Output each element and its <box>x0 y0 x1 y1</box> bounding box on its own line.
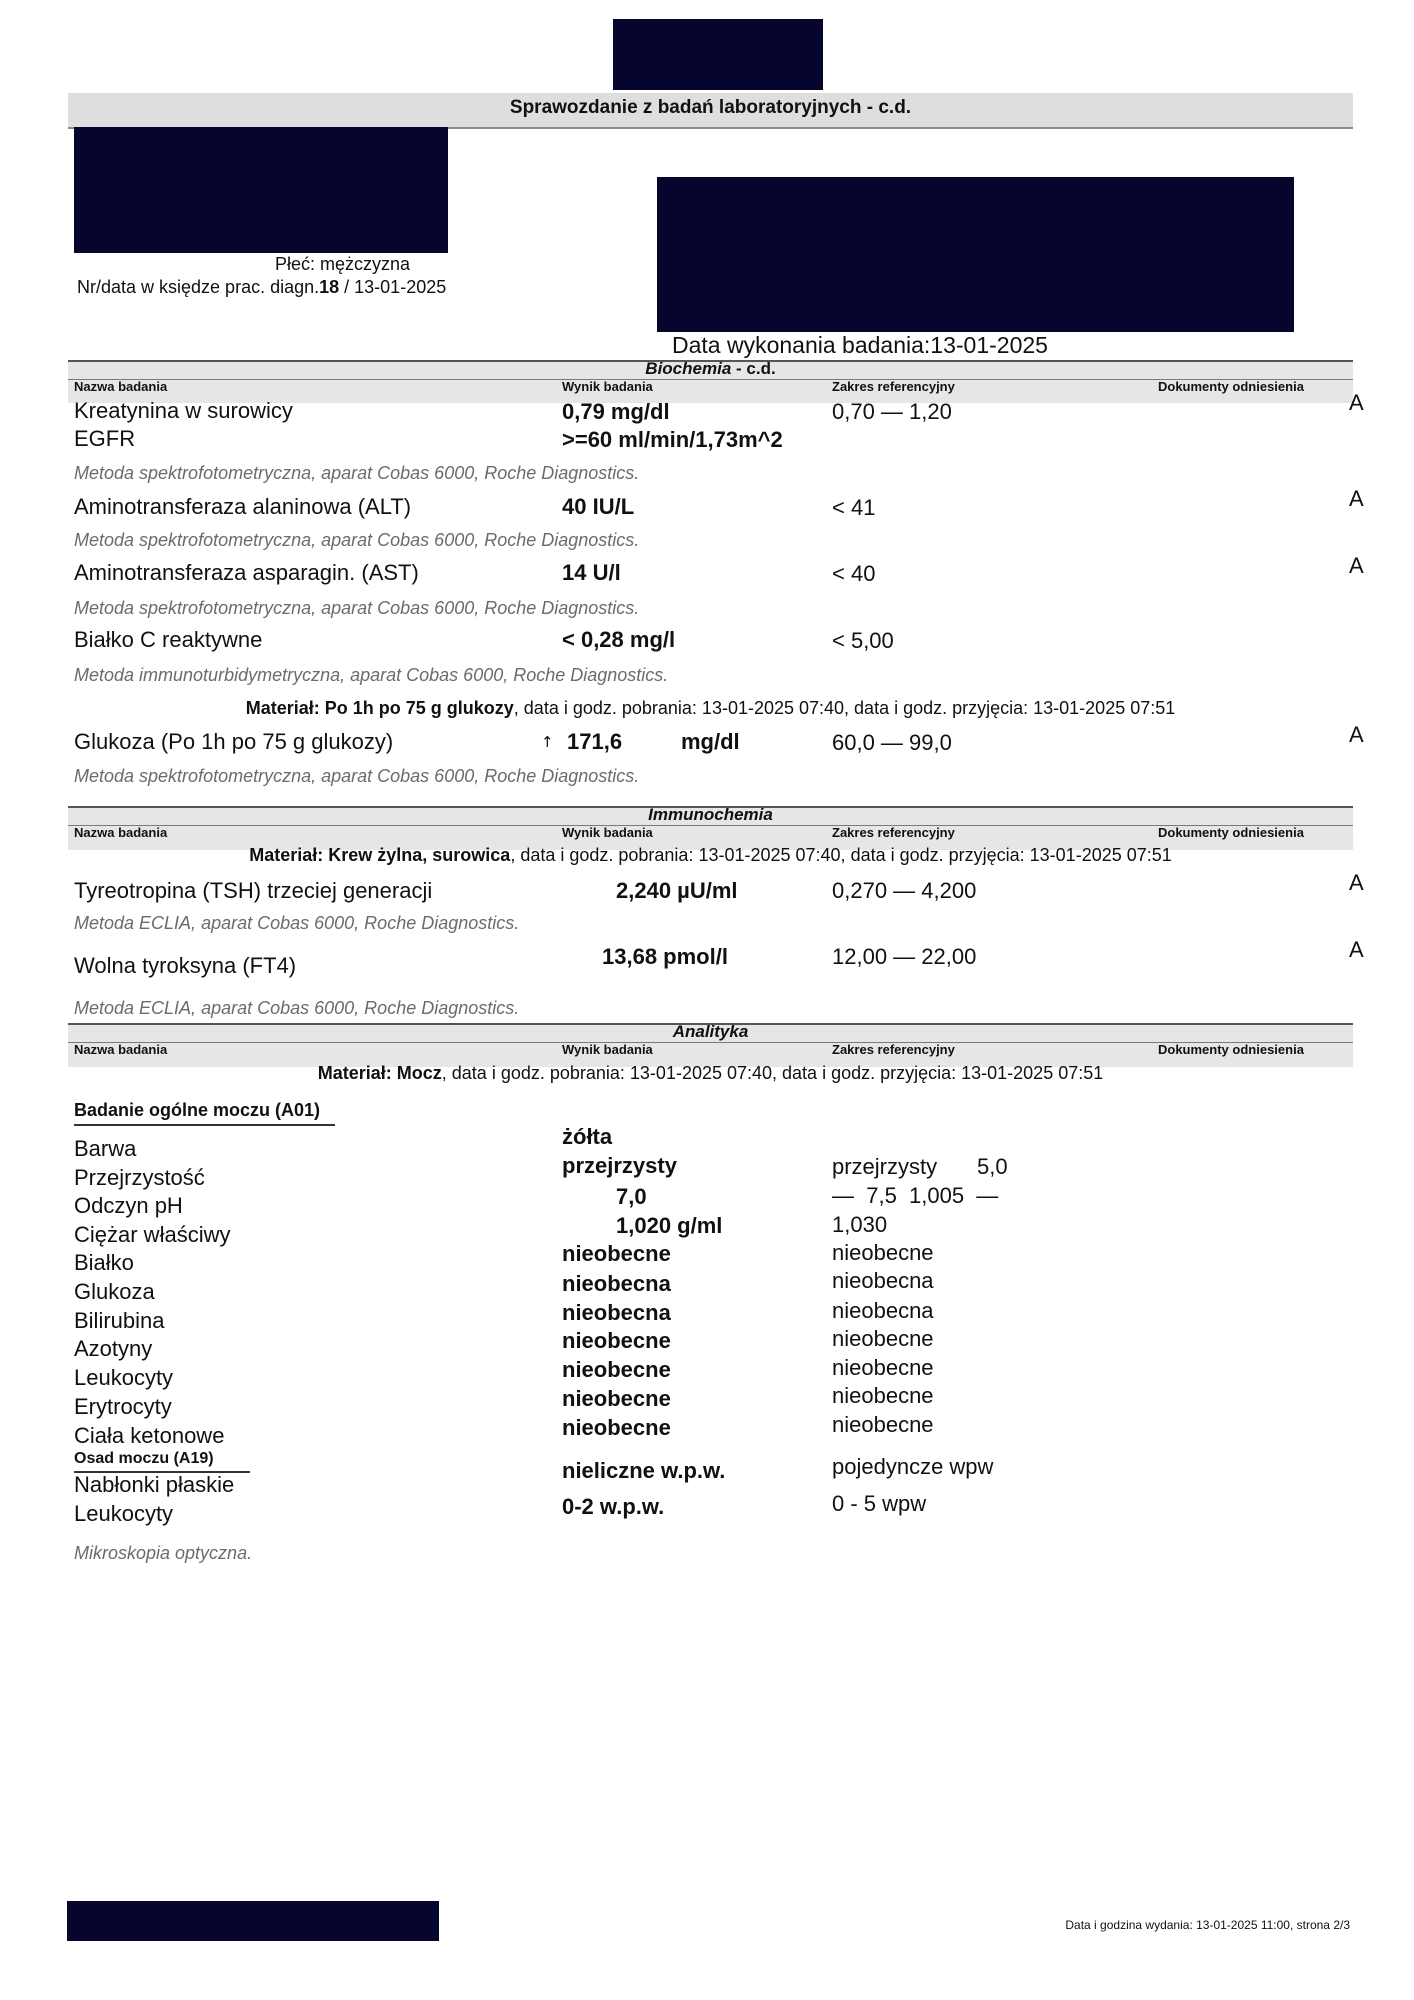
test-name: Glukoza <box>74 1279 155 1304</box>
material-details: , data i godz. pobrania: 13-01-2025 07:40, data i godz. przyjęcia: 13-01-2025 07:51 <box>513 698 1176 718</box>
test-method: Metoda ECLIA, aparat Cobas 6000, Roche Diagnostics. <box>74 998 520 1018</box>
column-header-result: Wynik badania <box>562 825 653 840</box>
test-result: < 0,28 mg/l <box>562 627 676 652</box>
test-name: Białko <box>74 1250 134 1275</box>
material-info <box>68 1063 1353 1085</box>
test-result: nieobecne <box>562 1241 671 1266</box>
test-name: Tyreotropina (TSH) trzeciej generacji <box>74 878 433 903</box>
test-name: Ciała ketonowe <box>74 1423 225 1448</box>
material-details: , data i godz. pobrania: 13-01-2025 07:40, data i godz. przyjęcia: 13-01-2025 07:51 <box>441 1063 1104 1083</box>
test-name: Bilirubina <box>74 1308 165 1333</box>
test-name: Wolna tyroksyna (FT4) <box>74 953 297 978</box>
test-result: żółta <box>562 1124 613 1149</box>
test-name: Ciężar właściwy <box>74 1222 231 1247</box>
test-name: EGFR <box>74 426 136 451</box>
test-name: Białko C reaktywne <box>74 627 263 652</box>
test-name: Odczyn pH <box>74 1193 183 1218</box>
panel-title-underline <box>74 1124 335 1126</box>
material-details: , data i godz. pobrania: 13-01-2025 07:40, data i godz. przyjęcia: 13-01-2025 07:51 <box>510 845 1172 865</box>
test-name: Leukocyty <box>74 1365 174 1390</box>
test-name: Nabłonki płaskie <box>74 1472 235 1497</box>
test-result: 13,68 pmol/l <box>602 944 728 969</box>
test-method: Metoda spektrofotometryczna, aparat Cobas 6000, Roche Diagnostics. <box>74 463 640 483</box>
section-title-main: Analityka <box>672 1022 749 1041</box>
column-header-result: Wynik badania <box>562 1042 653 1057</box>
reference-range: nieobecne <box>832 1412 934 1437</box>
reference-range: 12,00 — 22,00 <box>832 944 977 969</box>
panel-title-sediment: Osad moczu (A19) <box>74 1450 214 1467</box>
issue-date-page-number: Data i godzina wydania: 13-01-2025 11:00, strona 2/3 <box>1065 1918 1350 1932</box>
reference-range: 60,0 — 99,0 <box>832 730 952 755</box>
section-title-biochemia <box>68 359 1353 379</box>
test-result: nieobecne <box>562 1415 671 1440</box>
column-header-name: Nazwa badania <box>74 379 168 394</box>
lab-book-date: / 13-01-2025 <box>339 277 447 297</box>
test-method: Metoda spektrofotometryczna, aparat Cobas 6000, Roche Diagnostics. <box>74 530 640 550</box>
test-result: nieobecne <box>562 1328 671 1353</box>
section-title-immunochemia <box>68 805 1353 825</box>
reference-range: — 7,5 1,005 — <box>832 1183 999 1208</box>
section-title-main: Biochemia <box>645 359 732 378</box>
report-title: Sprawozdanie z badań laboratoryjnych - c.d. <box>509 97 912 118</box>
reference-document: A <box>1349 486 1364 511</box>
reference-range: < 5,00 <box>832 628 894 653</box>
column-header-reference: Zakres referencyjny <box>832 825 955 840</box>
redacted-patient-block <box>74 127 448 253</box>
test-result: nieobecna <box>562 1271 671 1296</box>
section-title-analityka <box>68 1022 1353 1042</box>
reference-document: A <box>1349 722 1364 747</box>
high-flag-arrow-icon: ↑ <box>541 733 554 751</box>
column-header-documents: Dokumenty odniesienia <box>1158 825 1304 840</box>
patient-sex: Płeć: mężczyzna <box>275 254 411 274</box>
execution-date: Data wykonania badania:13-01-2025 <box>672 332 1048 358</box>
test-result: 0,79 mg/dl <box>562 399 670 424</box>
material-label: Materiał: Po 1h po 75 g glukozy <box>245 698 514 718</box>
redacted-lab-block <box>657 177 1294 332</box>
test-name: Barwa <box>74 1136 137 1161</box>
reference-range: nieobecne <box>832 1355 934 1380</box>
reference-range: 1,030 <box>832 1212 888 1237</box>
test-result: 171,6 <box>567 729 623 754</box>
column-header-reference: Zakres referencyjny <box>832 1042 955 1057</box>
column-header-documents: Dokumenty odniesienia <box>1158 1042 1304 1057</box>
reference-range: 0,70 — 1,20 <box>832 399 952 424</box>
test-name: Erytrocyty <box>74 1394 172 1419</box>
test-result: 40 IU/L <box>562 494 635 519</box>
column-header-result: Wynik badania <box>562 379 653 394</box>
reference-document: A <box>1349 870 1364 895</box>
reference-range: nieobecne <box>832 1383 934 1408</box>
column-header-documents: Dokumenty odniesienia <box>1158 379 1304 394</box>
reference-range: nieobecne <box>832 1240 934 1265</box>
test-name: Leukocyty <box>74 1501 174 1526</box>
test-result: nieobecne <box>562 1386 671 1411</box>
lab-book-number: 18 <box>319 277 340 297</box>
material-info <box>68 845 1353 867</box>
column-header-name: Nazwa badania <box>74 825 168 840</box>
reference-range: pojedyncze wpw <box>832 1454 994 1479</box>
test-name: Kreatynina w surowicy <box>74 398 293 423</box>
test-method: Metoda ECLIA, aparat Cobas 6000, Roche Diagnostics. <box>74 913 520 933</box>
lab-book-label: Nr/data w księdze prac. diagn. <box>77 277 320 297</box>
section-title-main: Immunochemia <box>648 805 773 824</box>
test-result: przejrzysty <box>562 1153 677 1178</box>
test-name: Glukoza (Po 1h po 75 g glukozy) <box>74 729 394 754</box>
test-result-unit: mg/dl <box>681 729 740 754</box>
test-name: Aminotransferaza alaninowa (ALT) <box>74 494 412 519</box>
redacted-logo-block <box>613 19 823 90</box>
reference-range: 0 - 5 wpw <box>832 1491 927 1516</box>
reference-range: nieobecna <box>832 1268 934 1293</box>
test-result: 7,0 <box>616 1184 647 1209</box>
test-result: 1,020 g/ml <box>616 1213 723 1238</box>
reference-document: A <box>1349 390 1364 415</box>
reference-range: < 41 <box>832 495 876 520</box>
reference-range: 0,270 — 4,200 <box>832 878 977 903</box>
material-label: Materiał: Mocz <box>317 1063 442 1083</box>
lab-book-entry <box>77 277 446 299</box>
test-method: Mikroskopia optyczna. <box>74 1543 253 1563</box>
section-title-suffix: - c.d. <box>731 359 776 378</box>
test-name: Przejrzystość <box>74 1165 205 1190</box>
test-result: >=60 ml/min/1,73m^2 <box>562 427 783 452</box>
material-label: Materiał: Krew żylna, surowica <box>249 845 511 865</box>
redacted-signature-block <box>67 1901 439 1941</box>
test-result: nieobecne <box>562 1357 671 1382</box>
reference-range: przejrzysty <box>832 1154 938 1179</box>
test-result: 14 U/l <box>562 560 621 585</box>
column-header-name: Nazwa badania <box>74 1042 168 1057</box>
test-result: nieobecna <box>562 1300 671 1325</box>
reference-range: < 40 <box>832 561 876 586</box>
column-header-reference: Zakres referencyjny <box>832 379 955 394</box>
test-name: Azotyny <box>74 1336 153 1361</box>
panel-title-urinalysis: Badanie ogólne moczu (A01) <box>74 1100 321 1120</box>
reference-range: nieobecna <box>832 1298 934 1323</box>
test-name: Aminotransferaza asparagin. (AST) <box>74 560 419 585</box>
reference-document: A <box>1349 553 1364 578</box>
reference-document: A <box>1349 937 1364 962</box>
reference-range: 5,0 <box>977 1154 1008 1179</box>
test-method: Metoda spektrofotometryczna, aparat Cobas 6000, Roche Diagnostics. <box>74 766 640 786</box>
material-info <box>68 698 1353 720</box>
test-result: 0-2 w.p.w. <box>562 1494 665 1519</box>
test-method: Metoda immunoturbidymetryczna, aparat Cobas 6000, Roche Diagnostics. <box>74 665 669 685</box>
test-method: Metoda spektrofotometryczna, aparat Cobas 6000, Roche Diagnostics. <box>74 598 640 618</box>
test-result: nieliczne w.p.w. <box>562 1458 726 1483</box>
test-result: 2,240 µU/ml <box>616 878 738 903</box>
reference-range: nieobecne <box>832 1326 934 1351</box>
